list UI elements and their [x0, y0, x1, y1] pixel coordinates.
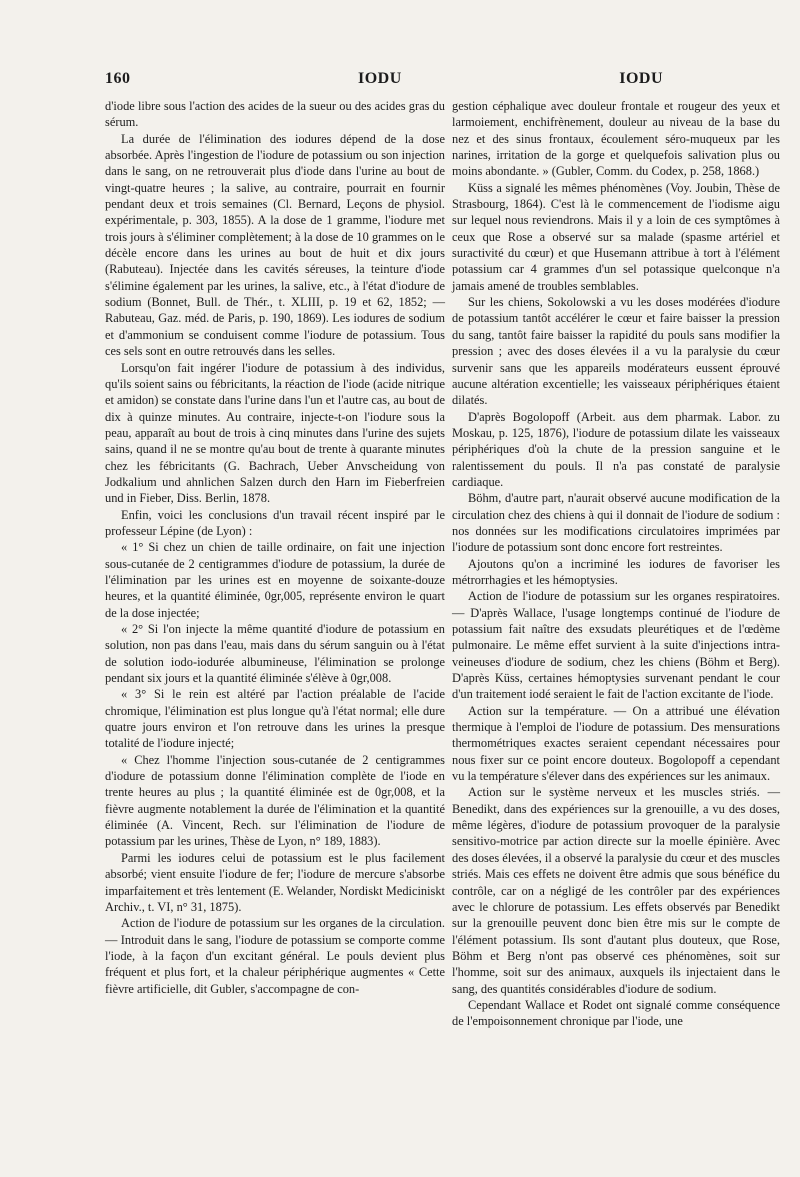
paragraph: d'iode libre sous l'action des acides de la sueur ou des acides gras du sérum. — [105, 99, 445, 130]
paragraph: « Chez l'homme l'injection sous-cutanée de 2 centigrammes d'iodure de potassium donne l'élimination complète de l'iode en trente heures au plus ; la quantité éliminée est de 0gr,008, et la fièvre augmente notablement la durée de l'élimination et la quantité éliminée (A. Vincent, Rech. sur l'élimination de l'iodure de potassium par les urines, Thèse de Lyon, n° 189, 1883). — [105, 752, 445, 849]
paragraph: Action sur le système nerveux et les muscles striés. — Benedikt, dans des expériences sur la grenouille, a vu des doses, même légères, d'iodure de potassium provoquer de la paralysie sensitivo-motrice par action directe sur la moelle épinière. Avec des doses élevées, il a observé la paralysie du cœur et des muscles striés. Mais ces effets ne doivent être admis que sous bénéfice du contrôle, car on a négligé de les contrôler par des expériences avec le chlorure de potassium. Les effets observés par Benedikt sur la grenouille peuvent donc bien être mis sur le compte de l'élément potassium. Ils sont d'autant plus douteux, que Rose, Böhm et Berg n'ont pas observé ces phénomènes, soit sur l'homme, soit sur des animaux, auxquels ils injectaient dans le sang, des quantités considérables d'iodure de sodium. — [452, 785, 780, 996]
paragraph: Enfin, voici les conclusions d'un travail récent inspiré par le professeur Lépine (de Lyon) : — [105, 507, 445, 538]
page-number: 160 — [105, 70, 131, 87]
paragraph: Ajoutons qu'on a incriminé les iodures de favoriser les métrorrhagies et les hémoptysies. — [452, 556, 780, 587]
paragraph: gestion céphalique avec douleur frontale et rougeur des yeux et larmoiement, enchifrènement, douleur au niveau de la base du nez et des sinus frontaux, écoulement séro-muqueux par les narines, irritation de la gorge et quelquefois salivation plus ou moins abondante. » (Gubler, Comm. du Codex, p. 258, 1868.) — [452, 99, 780, 179]
paragraph: « 2° Si l'on injecte la même quantité d'iodure de potassium en solution, non pas dans l'eau, mais dans du sérum sanguin ou à l'état de solution iodo-iodurée albumineuse, l'élimination se prolonge pendant six jours et la quantité éliminée s'élève à 0gr,008. — [105, 622, 445, 686]
running-head-left: IODU — [358, 70, 402, 87]
paragraph: Parmi les iodures celui de potassium est le plus facilement absorbé; vient ensuite l'iodure de fer; l'iodure de mercure s'absorbe imparfaitement et très lentement (E. Welander, Nordiskt Mediciniskt Archiv., t. VI, n° 31, 1875). — [105, 850, 445, 914]
paragraph: Sur les chiens, Sokolowski a vu les doses modérées d'iodure de potassium tantôt accélérer le cœur et faire baisser la pression du sang, tantôt faire baisser la rapidité du pouls sans modifier la pression ; avec des doses élevées il a vu la paralysie du cœur survenir sans que les appareils modérateurs eussent éprouvé aucune altération excentielle; les vaisseaux périphériques étaient dilatés. — [452, 295, 780, 408]
paragraph: « 1° Si chez un chien de taille ordinaire, on fait une injection sous-cutanée de 2 centigrammes d'iodure de potassium, la durée de l'élimination par les urines est en moyenne de soixante-douze heures, et la quantité éliminée, 0gr,005, représente environ le quart de la dose injectée; — [105, 540, 445, 620]
paragraph: Cependant Wallace et Rodet ont signalé comme conséquence de l'empoisonnement chronique par l'iode, une — [452, 997, 780, 1029]
left-column — [105, 98, 445, 997]
paragraph: D'après Bogolopoff (Arbeit. aus dem pharmak. Labor. zu Moskau, p. 125, 1876), l'iodure de potassium dilate les vaisseaux périphériques d'où la chute de la pression sanguine et le ralentissement du pouls. Il n'a pas constaté de paralysie cardiaque. — [452, 409, 780, 489]
paragraph: Action sur la température. — On a attribué une élévation thermique à l'emploi de l'iodure de potassium. Des mensurations thermométriques exactes seraient cependant nécessaires pour nous fixer sur ce point encore douteux. Bogolopoff a cependant vu la température s'élever dans des expériences sur les animaux. — [452, 703, 780, 784]
paragraph: Action de l'iodure de potassium sur les organes respiratoires. — D'après Wallace, l'usage longtemps continué de l'iodure de potassium fait naître des exsudats pleurétiques et de l'œdème pulmonaire. Le même effet survient à la suite d'injections intra-veineuses d'iodure de sodium, chez les chiens (Böhm et Berg). D'après Küss, certaines hémoptysies survenant pendant le cour d'un traitement iodé seraient le fait de l'action excitante de l'iode. — [452, 589, 780, 702]
running-head-right: IODU — [619, 70, 663, 87]
paragraph: La durée de l'élimination des iodures dépend de la dose absorbée. Après l'ingestion de l'iodure de potassium ou son injection dans le sang, on ne retrouverait plus d'iode dans l'urine au bout de vingt-quatre heures ; la salive, au contraire, pourrait en fournir pendant deux et trois semaines (Cl. Bernard, Leçons de physiol. expérimentale, p. 303, 1855). A la dose de 1 gramme, l'iodure met trois jours à s'éliminer complètement; à la dose de 10 grammes on le décèle encore dans les urines au bout de huit et dix jours (Rabuteau). Injectée dans les cavités séreuses, la teinture d'iode s'élimine également par les urines, la salive, etc., à l'état d'iodure de sodium (Bonnet, Bull. de Thér., t. XLIII, p. 19 et 62, 1852; — Rabuteau, Gaz. méd. de Paris, p. 190, 1869). Les iodures de sodium et d'ammonium se conduisent comme l'iodure de potassium. Tous ces sels sont en outre retrouvés dans les selles. — [105, 131, 445, 359]
paragraph: Lorsqu'on fait ingérer l'iodure de potassium à des individus, qu'ils soient sains ou fébricitants, la réaction de l'iode (acide nitrique et amidon) se constate dans l'urine dans l'un et l'autre cas, au bout de dix à quinze minutes. Au contraire, injecte-t-on l'iodure sous la peau, apparaît au bout de trois à cinq minutes dans l'urine des sujets sains, quand il ne se montre qu'au bout de trente à quarante minutes chez les fébricitants (G. Bachrach, Ueber Anvscheidung von Jodkalium und ahnlichen Salzen durch den Harn im Fieberfreien und in Fieber, Diss. Berlin, 1878. — [105, 360, 445, 506]
paragraph: Böhm, d'autre part, n'aurait observé aucune modification de la circulation chez des chiens à qui il donnait de l'iodure de sodium : nos données sur les modifications circulatoires imprimées par l'iodure de potassium sont donc encore fort restreintes. — [452, 491, 780, 555]
paragraph: « 3° Si le rein est altéré par l'action préalable de l'acide chromique, l'élimination est plus longue qu'à l'état normal; elle dure quatre jours environ et l'on retrouve dans les urines la presque totalité de l'iodure injecté; — [105, 687, 445, 751]
paragraph: Küss a signalé les mêmes phénomènes (Voy. Joubin, Thèse de Strasbourg, 1864). C'est là le commencement de l'iodisme aigu sur lequel nous reviendrons. Mais il y a loin de ces symptômes à ceux que Rose a observé sur sa malade (spasme artériel et suractivité du cœur) et que Husemann attribue à tort à l'élément potassium car 4 grammes d'un sel potassique quelconque n'a jamais amené de troubles semblables. — [452, 180, 780, 293]
right-column — [452, 98, 780, 1030]
paragraph: Action de l'iodure de potassium sur les organes de la circulation. — Introduit dans le sang, l'iodure de potassium se comporte comme l'iode, à la façon d'un excitant général. Le pouls devient plus fréquent et plus fort, et la chaleur périphérique augmentes « Cette fièvre artificielle, dit Gubler, s'accompagne de con- — [105, 916, 445, 996]
page-header — [105, 70, 783, 90]
